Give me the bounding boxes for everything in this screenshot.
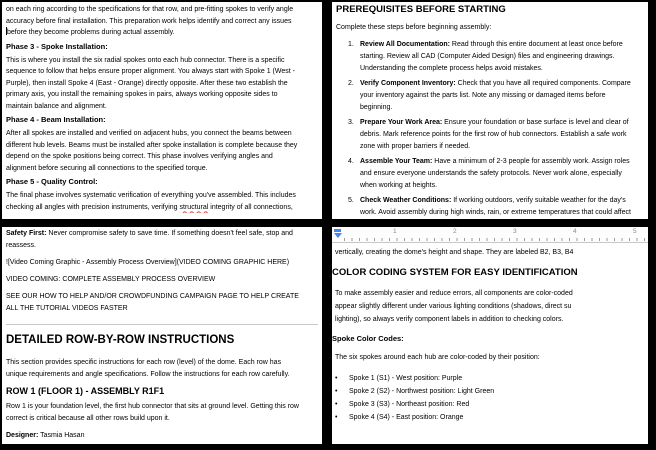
text-lines: [336, 22, 648, 34]
document-page-assembly-phases[interactable]: [2, 2, 322, 219]
text-run: Spoke 3 (S3) - Northeast position: Red: [349, 401, 470, 408]
text-lines: [6, 357, 322, 381]
text-run: starting. Review all CAD (Computer Aided Design) files and engineering drawings.: [360, 53, 615, 60]
text-line: [6, 202, 322, 214]
text-run: sequence to follow that helps ensure proper alignment. You always start with Spoke 1 (West -: [6, 68, 295, 75]
text-line: [6, 228, 322, 240]
text-run: maintain balance and alignment.: [6, 102, 107, 110]
text-line: [6, 55, 322, 67]
text-line: [360, 129, 648, 141]
text-line: [360, 207, 648, 219]
paragraph: [6, 4, 322, 39]
text-run: To make assembly easier and reduce errors, all components are color-coded: [335, 290, 573, 297]
text-line: [6, 240, 322, 252]
list-number: 3.: [348, 119, 354, 126]
text-run: After all spokes are installed and verified on adjacent hubs, you connect the beams between: [6, 130, 292, 137]
text-run: Row 1 is your foundation level, the first hub connector that sits at ground level. Getting this row: [6, 403, 299, 410]
text-run: integrity of all connections,: [208, 203, 293, 211]
bullet-list-item: [335, 372, 648, 385]
text-run: This is where you install the six radial spokes onto each hub connector. There is a specific: [6, 56, 285, 64]
text-lines: [6, 274, 322, 286]
bullet-list-item: [335, 398, 648, 411]
bullet-list-item: [335, 411, 648, 424]
text-run: Spoke 2 (S2) - Northwest position: Light Green: [349, 388, 495, 395]
numbered-list-item: [348, 78, 648, 114]
numbered-list-item: [348, 195, 648, 219]
list-number: 1.: [348, 41, 354, 48]
text-line: [349, 385, 648, 398]
list-number: 5.: [348, 197, 354, 204]
text-run: reassess.: [6, 242, 36, 249]
text-line: [360, 78, 648, 90]
horizontal-rule: [6, 324, 318, 325]
text-lines: [360, 117, 648, 153]
text-run: This section provides specific instructions for each row (level) of the dome. Each row has: [6, 359, 282, 366]
indent-marker-icon[interactable]: [334, 229, 342, 238]
text-run: Ensure your foundation or base surface is level and clear of: [442, 119, 629, 126]
text-run: primary axis, you install the remaining spokes in pairs, always working opposite sides to: [6, 91, 278, 98]
bold-text-run: Review All Documentation:: [360, 41, 450, 48]
text-line: [349, 411, 648, 424]
paragraph: [6, 257, 322, 269]
bullet-list-item: [335, 385, 648, 398]
text-line: [335, 300, 648, 313]
ruler[interactable]: [332, 227, 648, 243]
paragraph: [6, 190, 322, 213]
text-run: Never compromise safety to save time. If something doesn't feel safe, stop and: [46, 230, 293, 237]
paragraph: [6, 357, 322, 381]
paragraph: [336, 22, 648, 34]
text-line: [360, 180, 648, 192]
text-line: [360, 102, 648, 114]
bold-text-run: Prepare Your Work Area:: [360, 119, 443, 126]
text-line: [6, 190, 322, 202]
text-run: Spoke 4 (S4) - East position: Orange: [349, 414, 464, 421]
heading: ROW 1 (FLOOR 1) - ASSEMBLY R1F1: [6, 386, 165, 396]
text-run: SEE OUR HOW TO HELP AND/OR CROWDFUNDING CAMPAIGN PAGE TO HELP CREATE: [6, 293, 299, 300]
heading: Phase 3 - Spoke Installation:: [6, 41, 108, 51]
list-number: 2.: [348, 80, 354, 87]
text-line: [6, 413, 322, 425]
text-run: Complete these steps before beginning assembly:: [336, 24, 492, 31]
text-line: [6, 369, 322, 381]
text-run: and ensure everyone understands the safety protocols. Never work alone, especially: [360, 170, 622, 177]
text-line: [360, 90, 648, 102]
text-line: [360, 168, 648, 180]
text-line: [6, 257, 322, 269]
text-line: [360, 117, 648, 129]
text-line: [335, 351, 648, 364]
text-line: [6, 430, 322, 442]
text-lines: [360, 78, 648, 114]
paragraph: [6, 55, 322, 113]
text-lines: [335, 287, 648, 326]
ruler-number: 3: [513, 228, 517, 235]
text-run: correct is critical because all other rows build upon it.: [6, 415, 170, 422]
text-lines: [360, 39, 648, 75]
bullet-icon: •: [335, 388, 338, 395]
text-run: depend on the spoke positions being correct. This phase involves verifying angles and: [6, 153, 273, 160]
text-lines: [6, 291, 322, 315]
text-line: [360, 195, 648, 207]
bold-text-run: Verify Component Inventory:: [360, 80, 456, 87]
heading: Spoke Color Codes:: [332, 334, 404, 343]
text-run: The final phase involves systematic verification of everything you've assembled. This includes: [6, 192, 296, 199]
text-line: [6, 291, 322, 303]
text-line: [6, 16, 322, 28]
text-line: [335, 313, 648, 326]
numbered-list-item: [348, 156, 648, 192]
paragraph: [6, 128, 322, 174]
bullet-icon: •: [335, 414, 338, 421]
text-lines: [335, 246, 648, 259]
document-page-row-instructions[interactable]: [2, 227, 322, 444]
text-run: Understanding the complete process helps avoid mistakes.: [360, 65, 543, 72]
text-line: [6, 78, 322, 90]
text-lines: [6, 430, 322, 442]
text-line: [6, 163, 322, 175]
text-line: [349, 398, 648, 411]
first-line-indent-icon[interactable]: [334, 229, 341, 232]
text-run: lighting), so always verify component labels in addition to checking colors.: [335, 316, 564, 323]
text-line: [6, 151, 322, 163]
bold-text-run: Safety First:: [6, 230, 47, 237]
text-run: appear slightly different under various lighting conditions (shadows, direct su: [335, 303, 572, 310]
text-line: [360, 63, 648, 75]
text-line: [349, 372, 648, 385]
text-line: [335, 246, 648, 259]
text-line: [6, 66, 322, 78]
text-run: work. Avoid assembly during high winds, rain, or extreme temperatures that could affect: [360, 209, 631, 216]
text-lines: [349, 398, 648, 411]
text-lines: [349, 385, 648, 398]
text-run: ALL THE TUTORIAL VIDEOS FASTER: [6, 305, 128, 312]
paragraph: [6, 228, 322, 252]
text-run: VIDEO COMING: COMPLETE ASSEMBLY PROCESS OVERVIEW: [6, 276, 216, 283]
paragraph: [6, 291, 322, 315]
text-run: zone with proper barriers if needed.: [360, 143, 471, 150]
text-lines: [6, 228, 322, 252]
text-run: Have a minimum of 2-3 people for assembly work. Assign roles: [432, 158, 630, 165]
paragraph: [6, 430, 322, 442]
text-line: [360, 51, 648, 63]
text-lines: [349, 411, 648, 424]
text-lines: [6, 128, 322, 174]
text-run: before they become problems during actual assembly.: [7, 29, 175, 36]
ruler-number: 2: [453, 228, 457, 235]
text-run: ![Video Coming Graphic - Assembly Process Overview](VIDEO COMING GRAPHIC HERE): [6, 259, 290, 266]
heading: Phase 4 - Beam Installation:: [6, 115, 106, 124]
text-line: [6, 274, 322, 286]
list-number: 4.: [348, 158, 354, 165]
text-line: [6, 27, 322, 39]
bold-text-run: Check Weather Conditions:: [360, 197, 452, 204]
text-line: [6, 4, 322, 16]
numbered-list-item: [348, 117, 648, 153]
paragraph: [335, 246, 648, 259]
text-run: debris. Mark reference points for the first row of hub connectors. Establish a safe work: [360, 131, 627, 138]
heading: DETAILED ROW-BY-ROW INSTRUCTIONS: [6, 334, 235, 346]
text-line: [6, 140, 322, 152]
text-line: [6, 101, 322, 113]
text-line: [6, 89, 322, 101]
heading: Phase 5 - Quality Control:: [6, 177, 98, 186]
paragraph: [335, 351, 648, 364]
heading: COLOR CODING SYSTEM FOR EASY IDENTIFICATION: [332, 267, 578, 278]
text-run: Tasmia Hasan: [38, 432, 85, 439]
text-lines: [360, 195, 648, 219]
text-lines: [349, 372, 648, 385]
ruler-number: 4: [573, 228, 577, 235]
ruler-number: 5: [633, 228, 637, 235]
bold-text-run: Assemble Your Team:: [360, 158, 433, 165]
left-indent-icon[interactable]: [334, 233, 342, 238]
text-run: beginning.: [360, 104, 393, 111]
text-lines: [360, 156, 648, 192]
bullet-icon: •: [335, 401, 338, 408]
bold-text-run: Designer:: [6, 432, 39, 439]
text-line: [336, 22, 648, 34]
misspelled-word: structural: [179, 203, 209, 211]
text-lines: [6, 401, 322, 425]
ruler-number: 1: [393, 228, 397, 235]
text-line: [360, 39, 648, 51]
text-run: Purple), then install Spoke 4 (East - Orange) directly opposite. After these two establish the: [6, 79, 288, 87]
text-lines: [6, 190, 322, 213]
text-run: Spoke 1 (S1) - West position: Purple: [349, 375, 463, 382]
text-run: The six spokes around each hub are color-coded by their position:: [335, 354, 540, 361]
text-lines: [6, 257, 322, 269]
text-run: Check that you have all required components. Compare: [455, 80, 631, 87]
paragraph: [335, 287, 648, 326]
document-page-prerequisites[interactable]: [332, 2, 648, 219]
text-run: on each ring according to the specifications for that row, and pre-fitting spokes to verify angle: [6, 6, 294, 13]
heading: PREREQUISITES BEFORE STARTING: [336, 4, 506, 15]
text-run: Read through this entire document at least once before: [449, 41, 623, 48]
text-run: checking all angles with precision instruments, verifying: [6, 203, 180, 211]
text-run: different hub levels. Beams must be installed after spoke installation is complete because they: [6, 141, 298, 149]
text-run: accuracy before final installation. This preparation work helps identify and correct any issues: [6, 17, 292, 25]
bullet-icon: •: [335, 375, 338, 382]
text-line: [360, 141, 648, 153]
text-line: [360, 156, 648, 168]
text-run: when working at heights.: [360, 182, 438, 189]
text-run: unique requirements and angle specifications. Follow the instructions for each row carefully.: [6, 371, 290, 378]
text-line: [6, 357, 322, 369]
text-run: If working outdoors, verify suitable weather for the day's: [451, 197, 626, 204]
text-run: your inventory against the parts list. Note any missing or damaged items before: [360, 92, 606, 99]
paragraph: [6, 401, 322, 425]
text-line: [6, 303, 322, 315]
numbered-list-item: [348, 39, 648, 75]
text-lines: [6, 55, 322, 113]
text-run: alignment before securing all connections to the specified torque.: [6, 164, 208, 172]
text-line: [335, 287, 648, 300]
text-lines: [335, 351, 648, 364]
text-run: vertically, creating the dome's height and shape. They are labeled B2, B3, B4: [335, 249, 574, 256]
document-page-color-coding[interactable]: [332, 227, 648, 444]
paragraph: [6, 274, 322, 286]
text-lines: [6, 4, 322, 39]
text-line: [6, 128, 322, 140]
text-line: [6, 401, 322, 413]
